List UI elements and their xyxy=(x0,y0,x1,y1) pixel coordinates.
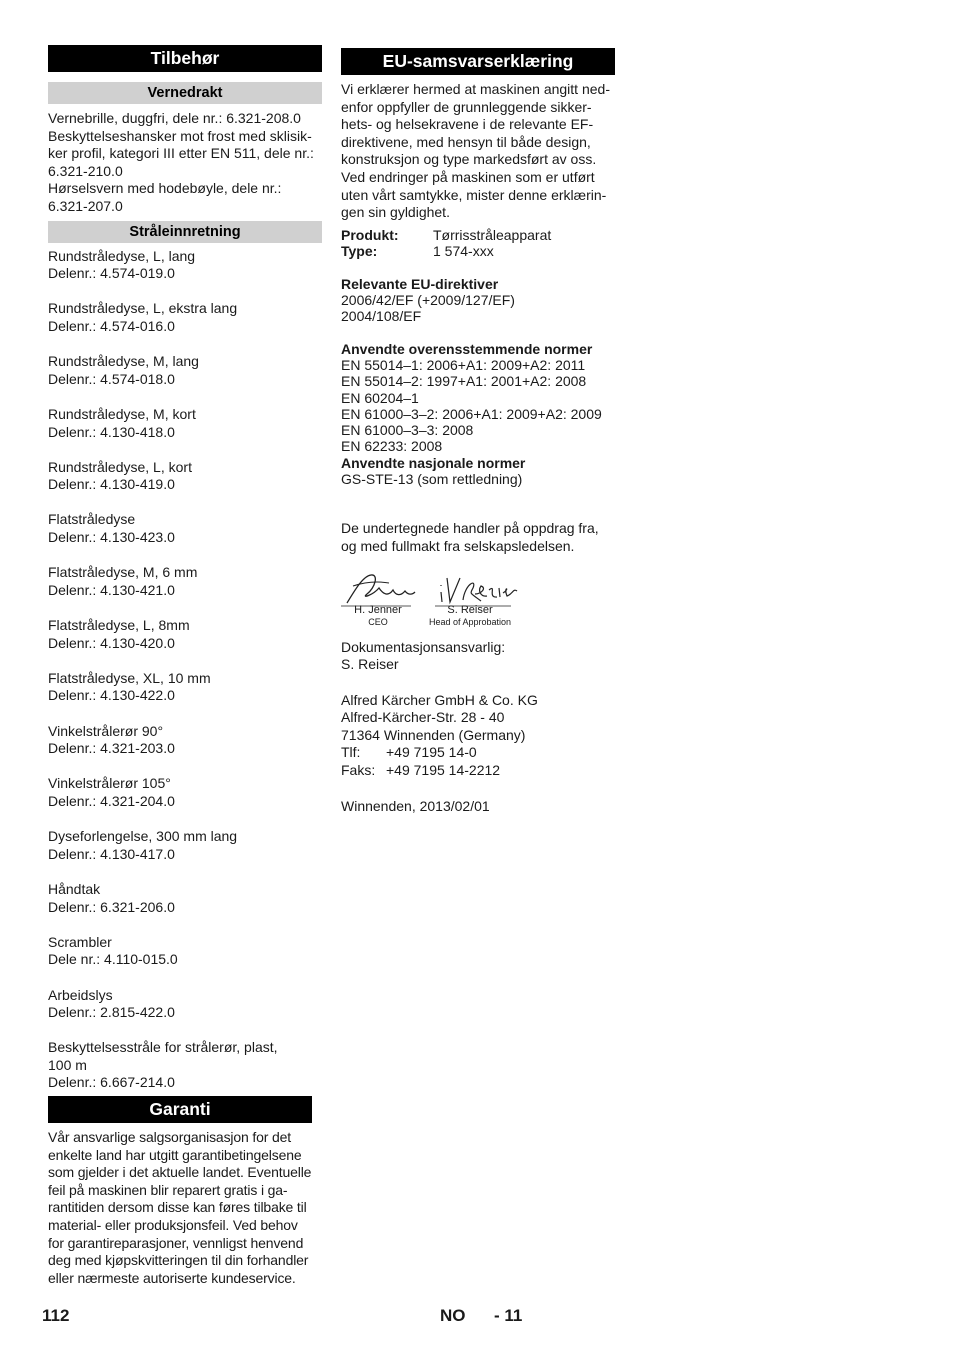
item-part: Delenr.: 4.130-419.0 xyxy=(48,476,175,493)
declaration-intro: Vi erklærer hermed at maskinen angitt ned- enfor oppfyller de grunnleggende sikker- hets- og helsekravene i de relevante EF- direktivene, med hensyn til både design, konstruksjon og type markedsført av oss. Ved endringer på maskinen som er utført uten vårt samtykke, mister denne erklærin- gen sin gyldighet. xyxy=(341,81,610,221)
item-part: Delenr.: 6.667-214.0 xyxy=(48,1074,175,1091)
item-part: Delenr.: 4.130-422.0 xyxy=(48,687,175,704)
list-item xyxy=(48,670,322,705)
item-name: Rundstråledyse, M, lang xyxy=(48,353,199,370)
item-name: Flatstråledyse xyxy=(48,511,136,528)
list-item xyxy=(48,1039,322,1092)
item-part: Delenr.: 4.574-018.0 xyxy=(48,370,175,387)
list-item xyxy=(48,828,322,863)
item-name: Dyseforlengelse, 300 mm lang xyxy=(48,828,238,845)
documentation-block xyxy=(341,639,615,674)
item-name: Beskyttelsesstråle for strålerør, plast, 100 m xyxy=(48,1039,278,1073)
item-part: Delenr.: 4.130-417.0 xyxy=(48,845,175,862)
right-column xyxy=(341,48,615,815)
phone-label: Tlf: xyxy=(341,744,361,761)
list-item xyxy=(48,723,322,758)
list-item xyxy=(48,881,322,916)
item-name: Arbeidslys xyxy=(48,986,113,1003)
list-item xyxy=(48,617,322,652)
item-part: Delenr.: 4.130-423.0 xyxy=(48,529,175,546)
fax-label: Faks: xyxy=(341,762,376,779)
warranty-heading: Garanti xyxy=(48,1096,312,1123)
item-part: Delenr.: 4.321-203.0 xyxy=(48,740,175,757)
left-column xyxy=(48,45,322,1287)
list-item xyxy=(48,406,322,441)
company-block xyxy=(341,692,615,780)
national-norms: GS-STE-13 (som rettledning) xyxy=(341,471,523,488)
item-name: Flatstråledyse, XL, 10 mm xyxy=(48,669,211,686)
signature-jenner xyxy=(343,604,413,628)
doc-name: S. Reiser xyxy=(341,656,399,673)
item-part: Delenr.: 2.815-422.0 xyxy=(48,1004,175,1021)
local-page-number: - 11 xyxy=(494,1306,523,1325)
item-part: Dele nr.: 4.110-015.0 xyxy=(48,951,178,968)
blasting-subheading: Stråleinnretning xyxy=(48,221,322,243)
blasting-list xyxy=(48,248,322,1093)
norms-list: EN 55014–1: 2006+A1: 2009+A2: 2011 EN 55014–2: 1997+A1: 2001+A2: 2008 EN 60204–1 EN 61000–3–2: 2006+A1: 2009+A2: 2009 EN 61000–3–3: 2008 EN 62233: 2008 xyxy=(341,356,602,455)
fax-row xyxy=(341,762,615,780)
directives-list: 2006/42/EF (+2009/127/EF) 2004/108/EF xyxy=(341,292,515,325)
page-number: 112 xyxy=(42,1306,70,1325)
norms-title: Anvendte overensstemmende normer xyxy=(341,340,593,357)
item-part: Delenr.: 4.130-421.0 xyxy=(48,581,175,598)
protective-text: Vernebrille, duggfri, dele nr.: 6.321-208.0 Beskyttelseshansker mot frost med sklisik- ker profil, kategori III etter EN 511, dele nr.: 6.321-210.0 Hørselsvern med hodebøyle, dele nr.: 6.321-207.0 xyxy=(48,110,314,214)
item-name: Rundstråledyse, L, ekstra lang xyxy=(48,300,238,317)
product-value: Tørrisstråleapparat xyxy=(433,226,552,243)
signer-name: S. Reiser xyxy=(447,603,493,616)
norms-block xyxy=(341,341,615,488)
item-part: Delenr.: 4.574-016.0 xyxy=(48,317,175,334)
phone-value: +49 7195 14-0 xyxy=(386,744,477,761)
phone-row xyxy=(341,744,615,762)
product-row xyxy=(341,227,615,244)
item-name: Flatstråledyse, L, 8mm xyxy=(48,617,190,634)
product-info xyxy=(341,227,615,260)
item-name: Rundstråledyse, L, lang xyxy=(48,247,196,264)
item-name: Håndtak xyxy=(48,880,101,897)
type-value: 1 574-xxx xyxy=(433,243,494,260)
list-item xyxy=(48,564,322,599)
signature-reiser xyxy=(425,604,515,628)
national-title: Anvendte nasjonale normer xyxy=(341,454,526,471)
protective-subheading: Vernedrakt xyxy=(48,82,322,104)
item-part: Delenr.: 6.321-206.0 xyxy=(48,898,175,915)
accessories-heading: Tilbehør xyxy=(48,45,322,72)
type-label: Type: xyxy=(341,243,378,260)
fax-value: +49 7195 14-2212 xyxy=(386,762,501,779)
item-name: Rundstråledyse, M, kort xyxy=(48,405,196,422)
signer-role: Head of Approbation xyxy=(428,616,512,627)
declaration-heading: EU-samsvarserklæring xyxy=(341,48,615,75)
warranty-text: Vår ansvarlige salgsorganisasjon for det enkelte land har utgitt garantibetingelsene som gjelder i det aktuelle landet. Eventuelle feil på maskinen blir reparert gratis i ga- rantitiden dersom disse kan føres tilbake til material- eller produksjonsfeil. Ved behov for garantireparasjoner, vennligst henvend deg med kjøpskvitteringen til din forhandler eller nærmeste autoriserte kundeservice. xyxy=(48,1129,312,1286)
item-part: Delenr.: 4.321-204.0 xyxy=(48,792,175,809)
item-name: Flatstråledyse, M, 6 mm xyxy=(48,564,198,581)
doc-label: Dokumentasjonsansvarlig: xyxy=(341,638,506,655)
language-code: NO xyxy=(440,1306,466,1325)
signing-text: De undertegnede handler på oppdrag fra, og med fullmakt fra selskapsledelsen. xyxy=(341,520,599,554)
item-part: Delenr.: 4.130-418.0 xyxy=(48,423,175,440)
item-part: Delenr.: 4.130-420.0 xyxy=(48,634,175,651)
item-name: Rundstråledyse, L, kort xyxy=(48,458,192,475)
item-name: Vinkelstrålerør 90° xyxy=(48,722,164,739)
company-address: Alfred Kärcher GmbH & Co. KG Alfred-Kärcher-Str. 28 - 40 71364 Winnenden (Germany) xyxy=(341,691,538,743)
directives-block xyxy=(341,276,615,325)
type-row xyxy=(341,243,615,260)
list-item xyxy=(48,459,322,494)
signer-role: CEO xyxy=(368,616,388,627)
directives-title: Relevante EU-direktiver xyxy=(341,275,499,292)
signatures xyxy=(341,570,615,632)
list-item xyxy=(48,775,322,810)
item-name: Scrambler xyxy=(48,933,112,950)
signer-name: H. Jenner xyxy=(354,603,402,616)
item-part: Delenr.: 4.574-019.0 xyxy=(48,265,175,282)
product-label: Produkt: xyxy=(341,226,399,243)
list-item xyxy=(48,934,322,969)
list-item xyxy=(48,248,322,283)
list-item xyxy=(48,511,322,546)
list-item xyxy=(48,353,322,388)
list-item xyxy=(48,300,322,335)
list-item xyxy=(48,987,322,1022)
place-date: Winnenden, 2013/02/01 xyxy=(341,797,490,814)
item-name: Vinkelstrålerør 105° xyxy=(48,775,171,792)
